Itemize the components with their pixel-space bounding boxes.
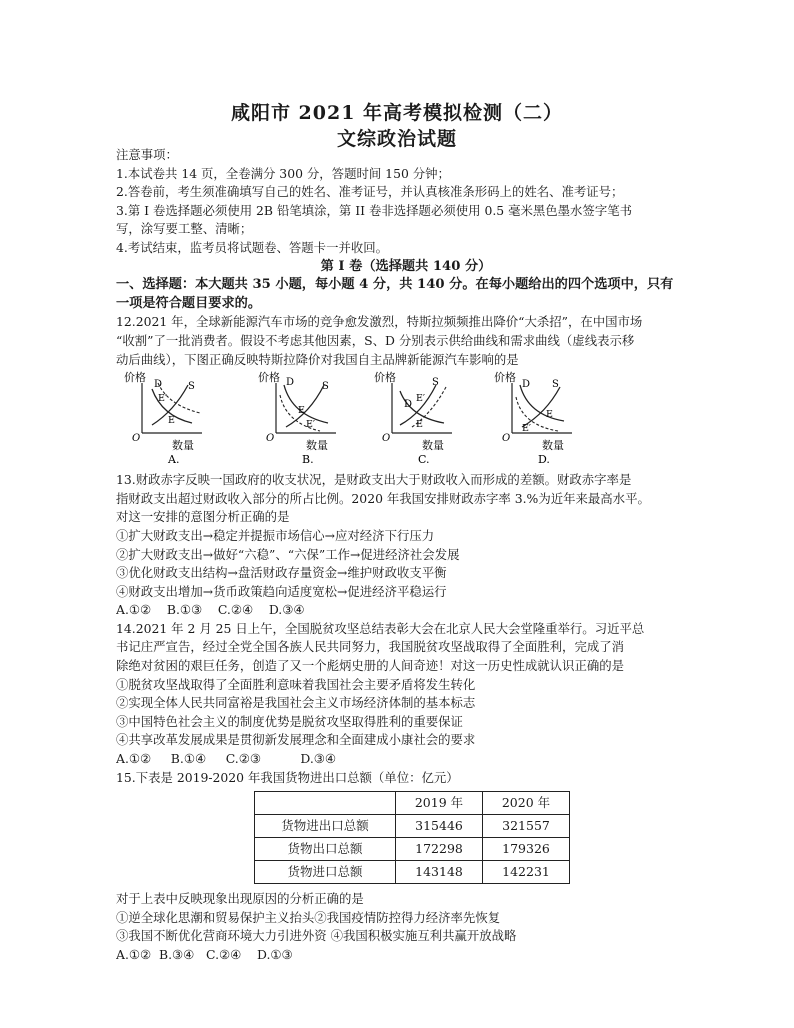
section-instruction: 一项是符合题目要求的。 <box>116 295 262 311</box>
q14-choice: ②实现全体人民共同富裕是我国社会主义市场经济体制的基本标志 <box>116 695 476 711</box>
origin-label: O <box>266 433 275 445</box>
x-axis-label: 数量 <box>172 439 194 453</box>
q12-stem: “收割”了一批消费者。假设不考虑其他因素，S、D 分别表示供给曲线和需求曲线（虚线表示移 <box>116 332 635 348</box>
supply-curve <box>522 387 560 427</box>
q13-choice: ③优化财政支出结构→盘活财政存量资金→维护财政收支平衡 <box>116 565 447 581</box>
q13-choice: ④财政支出增加→货币政策趋向适度宽松→促进经济平稳运行 <box>116 583 447 599</box>
origin-label: O <box>502 433 511 445</box>
supply-demand-graph-a <box>122 371 232 467</box>
q15-stem: 15.下表是 2019-2020 年我国货物进出口总额（单位：亿元） <box>116 769 459 785</box>
table-row <box>255 815 570 838</box>
note-item: 4.考试结束，监考员将试题卷、答题卡一并收回。 <box>116 239 389 255</box>
table-header-row <box>255 792 570 815</box>
supply-demand-graph-b <box>256 371 366 467</box>
supply-label: S <box>188 381 195 393</box>
supply-label: S <box>322 381 329 393</box>
q13-choice: ①扩大财政支出→稳定并提振市场信心→应对经济下行压力 <box>116 527 435 543</box>
equilibrium-new-label: E′ <box>306 419 316 431</box>
table-cell: 142231 <box>483 861 570 884</box>
q14-stem: 除绝对贫困的艰巨任务，创造了又一个彪炳史册的人间奇迹！对这一历史性成就认识正确的是 <box>116 658 625 674</box>
equilibrium-label: E <box>416 419 423 431</box>
note-item: 2.答卷前，考生须准确填写自己的姓名、准考证号，并认真核准条形码上的姓名、准考证号； <box>116 184 624 200</box>
q15-question: 对于上表中反映现象出现原因的分析正确的是 <box>116 891 364 907</box>
q12-stem: 12.2021 年，全球新能源汽车市场的竞争愈发激烈，特斯拉频频推出降价“大杀招”，在中国市场 <box>116 314 643 330</box>
equilibrium-new-label: E′ <box>416 393 426 405</box>
equilibrium-label: E <box>546 409 553 421</box>
demand-label: D <box>154 379 163 391</box>
notes-heading: 注意事项： <box>116 147 178 162</box>
q14-choice: ④共享改革发展成果是贯彻新发展理念和全面建成小康社会的要求 <box>116 732 476 748</box>
q15-options: A.①② B.③④ C.②④ D.①③ <box>116 947 293 962</box>
equilibrium-new-label: E′ <box>158 393 168 405</box>
y-axis-label: 价格 <box>374 371 396 385</box>
q14-stem: 14.2021 年 2 月 25 日上午，全国脱贫攻坚总结表彰大会在北京人民大会堂隆重举行。习近平总 <box>116 620 645 636</box>
table-corner-cell <box>255 792 396 815</box>
y-axis-label: 价格 <box>258 371 280 385</box>
table-cell: 179326 <box>483 838 570 861</box>
q14-choice: ③中国特色社会主义的制度优势是脱贫攻坚取得胜利的重要保证 <box>116 713 463 729</box>
x-axis-label: 数量 <box>306 439 328 453</box>
table-row-label: 货物进出口总额 <box>255 815 396 838</box>
q13-options: A.①② B.①③ C.②④ D.③④ <box>116 602 305 618</box>
q12-graphs <box>116 371 696 467</box>
equilibrium-new-label: E′ <box>522 423 532 435</box>
table-row-label: 货物进口总额 <box>255 861 396 884</box>
page-title: 咸阳市 2021 年高考模拟检测（二） <box>230 102 564 124</box>
x-axis-label: 数量 <box>542 439 564 453</box>
supply-demand-graph-d <box>492 371 602 467</box>
demand-label: D <box>286 377 295 389</box>
q13-choice: ②扩大财政支出→做好“六稳”、“六保”工作→促进经济社会发展 <box>116 546 460 562</box>
exam-body <box>116 146 696 965</box>
trade-table <box>254 791 570 884</box>
table-cell: 321557 <box>483 815 570 838</box>
demand-label: D <box>522 379 531 391</box>
q13-stem: 13.财政赤字反映一国政府的收支状况，是财政支出大于财政收入而形成的差额。财政赤字率是 <box>116 472 632 488</box>
supply-label: S <box>432 377 439 389</box>
note-item: 写，涂写要工整、清晰； <box>116 221 253 237</box>
table-cell: 143148 <box>396 861 483 884</box>
q14-stem: 书记庄严宣告，经过全党全国各族人民共同努力，我国脱贫攻坚战取得了全面胜利，完成了消 <box>116 639 625 655</box>
equilibrium-label: E <box>298 405 305 417</box>
q15-choice: ①逆全球化思潮和贸易保护主义抬头②我国疫情防控得力经济率先恢复 <box>116 909 501 925</box>
option-label: C. <box>418 453 430 467</box>
q14-options: A.①② B.①④ C.②③ D.③④ <box>116 751 336 767</box>
page-subtitle: 文综政治试题 <box>336 128 457 150</box>
table-row-label: 货物出口总额 <box>255 838 396 861</box>
section-instruction: 一、选择题：本大题共 35 小题，每小题 4 分，共 140 分。在每小题给出的四个选项中，只有 <box>116 277 674 293</box>
supply-demand-graph-c <box>372 371 482 467</box>
q13-stem: 指财政支出超过财政收入部分的所占比例。2020 年我国安排财政赤字率 3.%为近年来最高水平。 <box>116 490 650 506</box>
note-item: 1.本试卷共 14 页，全卷满分 300 分，答题时间 150 分钟； <box>116 165 450 181</box>
table-header-cell: 2019 年 <box>396 792 483 815</box>
y-axis-label: 价格 <box>124 371 146 385</box>
option-label: A. <box>168 453 180 467</box>
trade-table-wrapper <box>254 791 696 884</box>
x-axis-label: 数量 <box>422 439 444 453</box>
demand-label: D <box>404 399 413 411</box>
table-cell: 315446 <box>396 815 483 838</box>
supply-label: S <box>552 379 559 391</box>
q15-choice: ③我国不断优化营商环境大力引进外资 ④我国积极实施互利共赢开放战略 <box>116 928 517 944</box>
q13-stem: 对这一安排的意图分析正确的是 <box>116 509 290 525</box>
origin-label: O <box>382 433 391 445</box>
note-item: 3.第 I 卷选择题必须使用 2B 铅笔填涂，第 II 卷非选择题必须使用 0.5 毫米黑色墨水签字笔书 <box>116 202 632 218</box>
table-row <box>255 838 570 861</box>
q14-choice: ①脱贫攻坚战取得了全面胜利意味着我国社会主要矛盾将发生转化 <box>116 676 476 692</box>
table-row <box>255 861 570 884</box>
origin-label: O <box>132 433 141 445</box>
section-title: 第 I 卷（选择题共 140 分） <box>320 258 492 274</box>
q12-stem: 动后曲线），下图正确反映特斯拉降价对我国自主品牌新能源汽车影响的是 <box>116 351 519 367</box>
y-axis-label: 价格 <box>494 371 516 385</box>
option-label: B. <box>302 453 314 467</box>
table-header-cell: 2020 年 <box>483 792 570 815</box>
option-label: D. <box>538 453 550 467</box>
table-cell: 172298 <box>396 838 483 861</box>
equilibrium-label: E <box>168 415 175 427</box>
